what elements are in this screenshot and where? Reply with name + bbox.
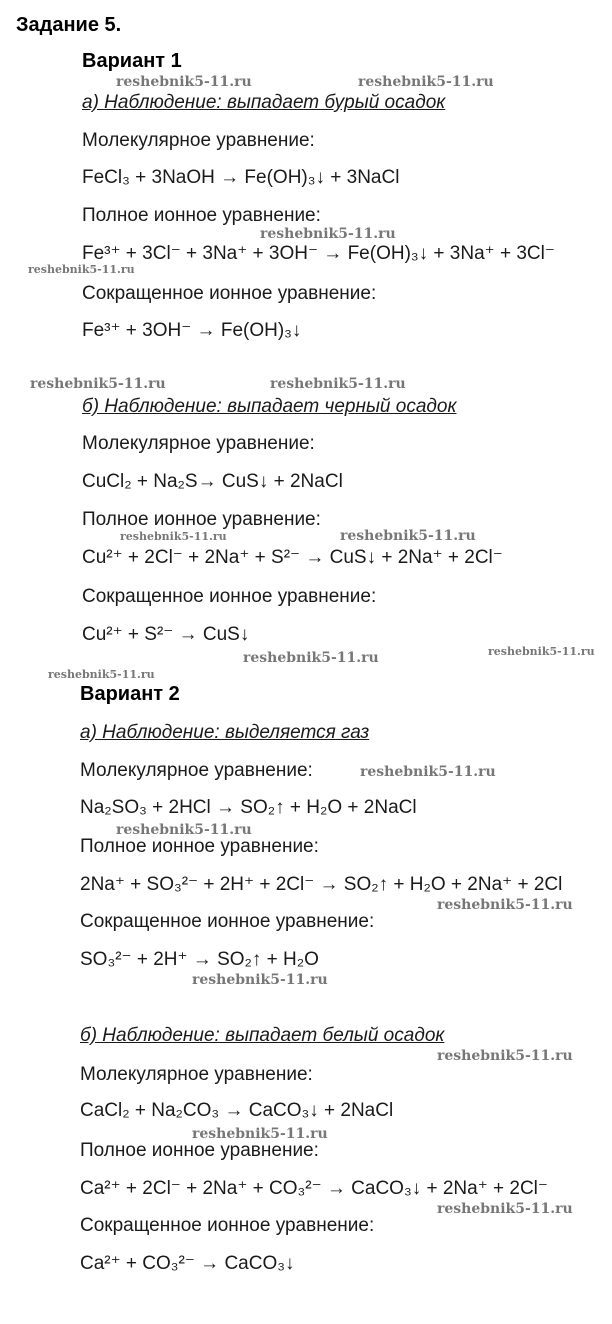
watermark: reshebnik5-11.ru	[192, 1126, 328, 1142]
v1a-short-ionic-label: Сокращенное ионное уравнение:	[82, 283, 377, 304]
watermark: reshebnik5-11.ru	[28, 263, 135, 276]
v2b-full-ionic-equation: Ca²⁺ + 2Cl⁻ + 2Na⁺ + CO₃²⁻ → CaCO₃↓ + 2Na⁺ + 2Cl⁻	[80, 1178, 548, 1199]
watermark: reshebnik5-11.ru	[116, 74, 252, 90]
v2a-observation: а) Наблюдение: выделяется газ	[80, 722, 370, 743]
v1a-observation: а) Наблюдение: выпадает бурый осадок	[82, 92, 446, 113]
variant-2-title: Вариант 2	[80, 683, 180, 705]
v2a-full-ionic-label: Полное ионное уравнение:	[80, 836, 319, 857]
watermark: reshebnik5-11.ru	[360, 764, 496, 780]
watermark: reshebnik5-11.ru	[260, 226, 396, 242]
watermark: reshebnik5-11.ru	[437, 1048, 573, 1064]
v1b-molecular-label: Молекулярное уравнение:	[82, 433, 315, 454]
v1a-molecular-equation: FeCl₃ + 3NaOH → Fe(OH)₃↓ + 3NaCl	[82, 167, 400, 188]
watermark: reshebnik5-11.ru	[488, 645, 595, 658]
watermark: reshebnik5-11.ru	[120, 530, 227, 543]
watermark: reshebnik5-11.ru	[116, 822, 252, 838]
v1b-full-ionic-equation: Cu²⁺ + 2Cl⁻ + 2Na⁺ + S²⁻ → CuS↓ + 2Na⁺ + 2Cl⁻	[82, 547, 503, 568]
v2b-molecular-label: Молекулярное уравнение:	[80, 1064, 313, 1085]
watermark: reshebnik5-11.ru	[437, 897, 573, 913]
watermark: reshebnik5-11.ru	[270, 376, 406, 392]
v1a-full-ionic-equation: Fe³⁺ + 3Cl⁻ + 3Na⁺ + 3OH⁻ → Fe(OH)₃↓ + 3Na⁺ + 3Cl⁻	[82, 243, 555, 264]
variant-1-title: Вариант 1	[82, 50, 182, 72]
v1b-full-ionic-label: Полное ионное уравнение:	[82, 509, 321, 530]
v1a-molecular-label: Молекулярное уравнение:	[82, 130, 315, 151]
watermark: reshebnik5-11.ru	[358, 74, 494, 90]
v2a-molecular-equation: Na₂SO₃ + 2HCl → SO₂↑ + H₂O + 2NaCl	[80, 797, 417, 818]
v1b-short-ionic-label: Сокращенное ионное уравнение:	[82, 586, 377, 607]
v1b-short-ionic-equation: Cu²⁺ + S²⁻ → CuS↓	[82, 624, 250, 645]
watermark: reshebnik5-11.ru	[48, 668, 155, 681]
v1a-full-ionic-label: Полное ионное уравнение:	[82, 205, 321, 226]
v2b-short-ionic-label: Сокращенное ионное уравнение:	[80, 1215, 375, 1236]
watermark: reshebnik5-11.ru	[437, 1201, 573, 1217]
v1a-short-ionic-equation: Fe³⁺ + 3OH⁻ → Fe(OH)₃↓	[82, 320, 302, 341]
watermark: reshebnik5-11.ru	[192, 972, 328, 988]
v2b-observation: б) Наблюдение: выпадает белый осадок	[80, 1025, 445, 1046]
v2a-short-ionic-equation: SO₃²⁻ + 2H⁺ → SO₂↑ + H₂O	[80, 949, 319, 970]
task-title: Задание 5.	[16, 14, 122, 36]
v2a-molecular-label: Молекулярное уравнение:	[80, 760, 313, 781]
v2b-short-ionic-equation: Ca²⁺ + CO₃²⁻ → CaCO₃↓	[80, 1253, 295, 1274]
watermark: reshebnik5-11.ru	[30, 376, 166, 392]
v1b-molecular-equation: CuCl₂ + Na₂S→ CuS↓ + 2NaCl	[82, 471, 343, 492]
watermark: reshebnik5-11.ru	[340, 528, 476, 544]
v2b-molecular-equation: CaCl₂ + Na₂CO₃ → CaCO₃↓ + 2NaCl	[80, 1100, 394, 1121]
v2a-short-ionic-label: Сокращенное ионное уравнение:	[80, 911, 375, 932]
v1b-observation: б) Наблюдение: выпадает черный осадок	[82, 396, 457, 417]
v2a-full-ionic-equation: 2Na⁺ + SO₃²⁻ + 2H⁺ + 2Cl⁻ → SO₂↑ + H₂O + 2Na⁺ + 2Cl	[80, 874, 563, 895]
watermark: reshebnik5-11.ru	[243, 650, 379, 666]
v2b-full-ionic-label: Полное ионное уравнение:	[80, 1140, 319, 1161]
